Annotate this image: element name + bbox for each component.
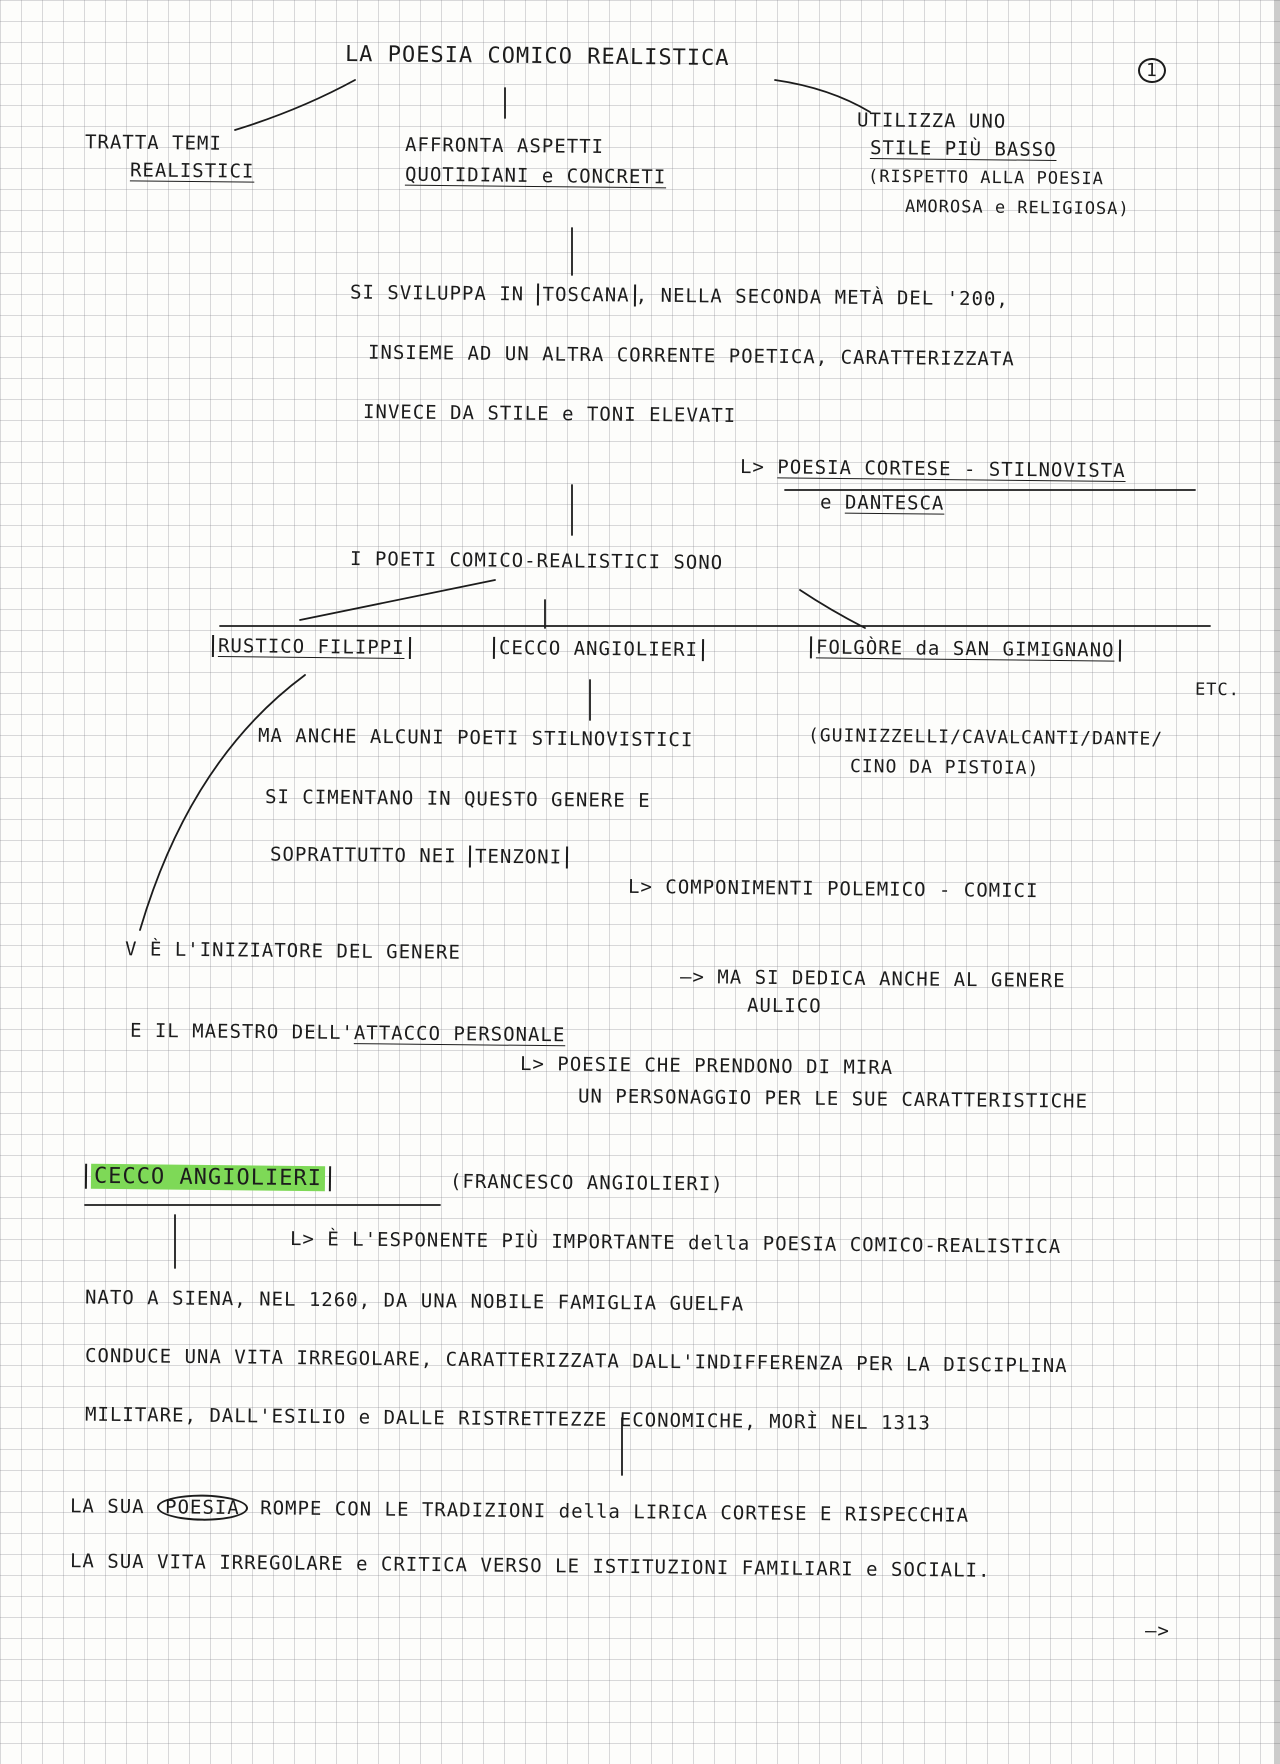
stilnovisti-line3	[270, 843, 568, 868]
cecco-name-highlight: CECCO ANGIOLIERI	[91, 1164, 325, 1191]
rustico-iniziatore: È L'INIZIATORE DEL GENERE	[149, 938, 461, 964]
poet-rustico-filippi: RUSTICO FILIPPI	[212, 635, 411, 659]
stilnovisti-line1: MA ANCHE ALCUNI POETI STILNOVISTICI	[257, 724, 694, 752]
page-number: 1	[1138, 58, 1166, 83]
rustico-maestro: E IL MAESTRO DELL'	[129, 1019, 355, 1045]
rustico-line1	[125, 938, 461, 964]
cecco-poetry-line2: LA SUA VITA IRREGOLARE e CRITICA VERSO LE ISTITUZIONI FAMILIARI e SOCIALI.	[69, 1550, 991, 1582]
poet-cecco-angiolieri: CECCO ANGIOLIERI	[493, 637, 704, 661]
cecco-role-arrow: L>	[289, 1227, 316, 1251]
poesia-circled: POESIA	[157, 1494, 248, 1521]
development-line2: INSIEME AD UN ALTRA CORRENTE POETICA, CARATTERIZZATA	[367, 341, 1015, 371]
branch-center-line2: QUOTIDIANI e CONCRETI	[404, 163, 667, 189]
development-line3: INVECE DA STILE e TONI ELEVATI	[362, 401, 737, 427]
other-current-dantesca: DANTESCA	[844, 491, 945, 515]
cecco-bio-line3: MILITARE, DALL'ESILIO e DALLE RISTRETTEZZE ECONOMICHE, MORÌ NEL 1313	[84, 1403, 931, 1435]
toscana-box: TOSCANA	[537, 284, 636, 307]
branch-right-line1: UTILIZZA UNO	[856, 109, 1007, 133]
connector-poets-right	[800, 590, 865, 628]
other-current-name: POESIA CORTESE - STILNOVISTA	[777, 456, 1126, 483]
poetry-prefix: LA SUA	[69, 1495, 145, 1519]
cecco-bio-line1: NATO A SIENA, NEL 1260, DA UNA NOBILE FAMIGLIA GUELFA	[84, 1286, 745, 1316]
rustico-aulico-text: MA SI DEDICA ANCHE AL GENERE	[717, 966, 1066, 993]
poets-intro: I POETI COMICO-REALISTICI SONO	[349, 548, 724, 574]
poet-folgore: FOLGÒRE da SAN GIMIGNANO	[810, 636, 1121, 661]
tenzoni-box: TENZONI	[469, 846, 568, 869]
other-current-line2	[820, 491, 945, 514]
rustico-def-line2: UN PERSONAGGIO PER LE SUE CARATTERISTICHE	[577, 1085, 1089, 1113]
attacco-personale: ATTACCO PERSONALE	[353, 1022, 566, 1047]
poetry-suffix: ROMPE CON LE TRADIZIONI della LIRICA CORTESE E RISPECCHIA	[260, 1497, 970, 1527]
other-current-arrow: L>	[739, 455, 766, 479]
branch-center-line1: AFFRONTA ASPETTI	[404, 133, 605, 159]
etc-label: ETC.	[1194, 679, 1241, 701]
branch-left-line2: REALISTICI	[129, 159, 255, 183]
page-title: LA POESIA COMICO REALISTICA	[344, 41, 730, 72]
stilnovisti-line2: SI CIMENTANO IN QUESTO GENERE E	[264, 785, 651, 813]
branch-right-line2: STILE PIÙ BASSO	[869, 137, 1057, 161]
rustico-aulico-line1	[680, 966, 1066, 992]
tenzoni-arrow: L>	[627, 875, 654, 899]
connector-poets-left	[300, 580, 495, 620]
connector-title-left	[235, 80, 355, 130]
continue-arrow: —>	[1144, 1619, 1171, 1643]
rustico-def-arrow: L>	[519, 1053, 546, 1076]
branch-right-line3: (RISPETTO ALLA POESIA	[867, 166, 1105, 190]
stilnovisti-names2: CINO DA PISTOIA)	[849, 756, 1040, 779]
rustico-aulico-line2: AULICO	[746, 994, 822, 1018]
development-suffix: , NELLA SECONDA METÀ DEL '200,	[635, 284, 1009, 311]
rustico-v-arrow: V	[124, 938, 138, 961]
stilnovisti-soprattutto: SOPRATTUTTO NEI	[269, 843, 457, 868]
rustico-def-text: POESIE CHE PRENDONO DI MIRA	[557, 1053, 894, 1079]
other-current-and: e	[819, 491, 833, 514]
rustico-aulico-arrow: —>	[679, 965, 706, 989]
rustico-def-line1	[520, 1053, 893, 1079]
cecco-heading	[85, 1164, 331, 1192]
rustico-line2	[130, 1020, 566, 1047]
tenzoni-def-text: COMPONIMENTI POLEMICO - COMICI	[665, 876, 1039, 903]
branch-left-line1: TRATTA TEMI	[84, 131, 222, 155]
cecco-bio-line2: CONDUCE UNA VITA IRREGOLARE, CARATTERIZZATA DALL'INDIFFERENZA PER LA DISCIPLINA	[84, 1344, 1068, 1378]
branch-right-line4: AMOROSA e RELIGIOSA)	[904, 196, 1130, 220]
stilnovisti-names: (GUINIZZELLI/CAVALCANTI/DANTE/	[807, 725, 1164, 750]
cecco-full-name: (FRANCESCO ANGIOLIERI)	[449, 1170, 724, 1196]
connector-title-right	[775, 80, 870, 112]
tenzoni-definition	[628, 876, 1039, 902]
cecco-role-text: È L'ESPONENTE PIÙ IMPORTANTE della POESIA COMICO-REALISTICA	[327, 1228, 1062, 1259]
development-prefix: SI SVILUPPA IN	[349, 281, 525, 306]
other-current-line1	[740, 456, 1126, 482]
